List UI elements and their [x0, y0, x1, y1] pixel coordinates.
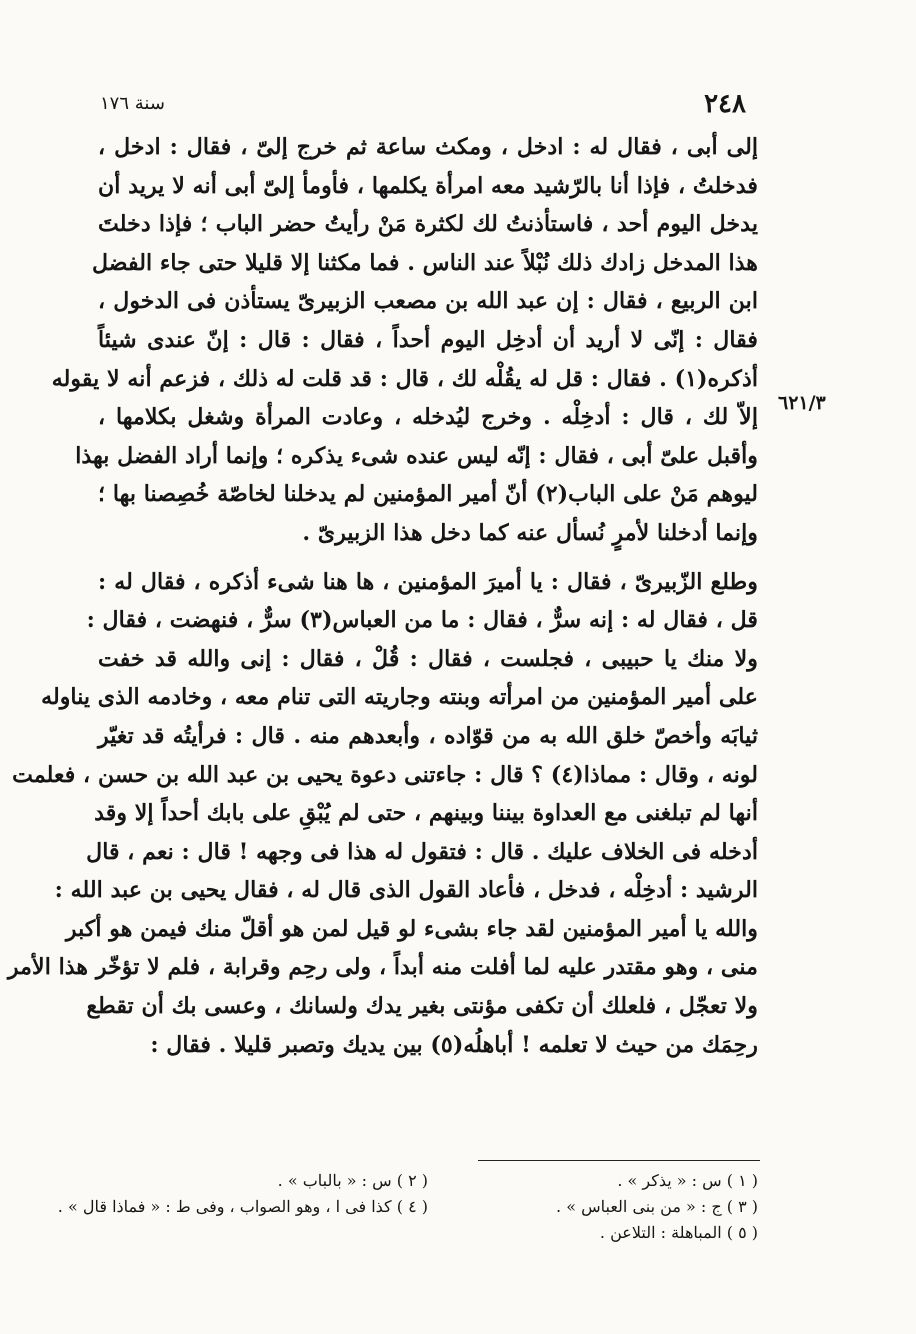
text-line: أدخله فى الخلاف عليك . قال : فتقول له هذا فى وجهه ! قال : نعم ، قال — [86, 838, 758, 865]
text-line: منى ، وهو مقتدر عليه لما أفلت منه أبداً ، ولى رحِم وقرابة ، فلم لا تؤخّر هذا الأمر — [7, 954, 758, 981]
text-line: أذكره(١) . فقال : قل له يقُلْه لك ، قال : قد قلت له ذلك ، فزعم أنه لا يقوله — [51, 365, 758, 392]
footnote-divider — [478, 1160, 760, 1161]
text-line: رحِمَك من حيث لا تعلمه ! أباهلُه(٥) بين يديك وتصبر قليلا . فقال : — [150, 1031, 758, 1058]
footnote-row — [98, 1168, 758, 1194]
year-label: سنة ١٧٦ — [100, 93, 165, 114]
footnote: ( ٢ ) س : « بالباب » . — [277, 1171, 428, 1190]
text-line: والله يا أمير المؤمنين لقد جاء بشىء لو قيل لمن هو أقلّ منك فيمن هو أكبر — [65, 915, 758, 942]
text-line: فدخلتُ ، فإذا أنا بالرّشيد معه امرأة يكلمها ، فأومأ إلىّ أبى أنه لا يريد أن — [98, 172, 758, 199]
text-line: أنها لم تبلغنى مع العداوة بيننا وبينهم ، حتى لم يُبْقِ على بابك أحداً إلا وقد — [94, 800, 758, 827]
paragraph-2 — [7, 563, 758, 1065]
footnote-row — [57, 1194, 758, 1220]
text-line: وأقبل علىّ أبى ، فقال : إنّه ليس عنده شىء يذكره ؛ وإنما أراد الفضل بهذا — [75, 442, 758, 469]
footnote: ( ٤ ) كذا فى ا ، وهو الصواب ، وفى ط : « فماذا قال » . — [57, 1197, 428, 1216]
text-line: يدخل اليوم أحد ، فاستأذنتُ لك لكثرة مَنْ رأيتُ حضر الباب ؛ فإذا دخلتَ — [98, 211, 758, 238]
text-line: إلى أبى ، فقال له : ادخل ، ومكث ساعة ثم خرج إلىّ ، فقال : ادخل ، — [98, 134, 758, 160]
paragraph-1 — [51, 128, 758, 553]
text-line: الرشيد : أدخِلْه ، فدخل ، فأعاد القول الذى قال له ، فقال يحيى بن عبد الله : — [54, 877, 758, 904]
page-number: ٢٤٨ — [704, 89, 746, 119]
text-line: ثيابَه وأخصّ خلق الله به من قوّاده ، وأبعدهم منه . قال : فرأيتُه قد تغيّر — [98, 722, 758, 749]
page-header — [100, 84, 752, 124]
text-line: لونه ، وقال : مماذا(٤) ؟ قال : جاءتنى دعوة يحيى بن عبد الله بن حسن ، فعلمت — [12, 761, 758, 788]
footnote-row — [98, 1220, 758, 1246]
text-line: ولا منك يا حبيبى ، فجلست ، فقال : قُلْ ، فقال : إنى والله قد خفت — [98, 645, 758, 672]
margin-reference: ٦٢١/٣ — [778, 392, 826, 414]
text-line: فقال : إنّى لا أريد أن أدخِل اليوم أحداً ، فقال : قال : إنّ عندى شيئاً — [98, 326, 758, 353]
text-line: وطلع الزّبيرىّ ، فقال : يا أميرَ المؤمنين ، ها هنا شىء أذكره ، فقال له : — [98, 568, 758, 595]
text-line: قل ، فقال له : إنه سرٌّ ، فقال : ما من العباس(٣) سرٌّ ، فنهضت ، فقال : — [86, 607, 758, 634]
text-line: ابن الربيع ، فقال : إن عبد الله بن مصعب الزبيرىّ يستأذن فى الدخول ، — [98, 288, 758, 315]
footnote: ( ٥ ) المباهلة : التلاعن . — [599, 1223, 758, 1242]
footnote: ( ١ ) س : « يذكر » . — [617, 1171, 758, 1190]
footnotes — [57, 1168, 758, 1246]
text-line: على أمير المؤمنين من امرأته وبنته وجاريته التى تنام معه ، وخادمه الذى يناوله — [41, 684, 758, 711]
footnote: ( ٣ ) ج : « من بنى العباس » . — [556, 1197, 758, 1216]
text-line: إلاّ لك ، قال : أدخِلْه . وخرج ليُدخله ، وعادت المرأة وشغل بكلامها ، — [98, 404, 758, 431]
text-line: هذا المدخل زادك ذلك نُبْلاً عند الناس . فما مكثنا إلا قليلا حتى جاء الفضل — [91, 249, 758, 276]
text-line: ليوهم مَنْ على الباب(٢) أنّ أمير المؤمنين لم يدخلنا لخاصّة خُصِصنا بها ؛ — [98, 481, 758, 508]
text-line: ولا تعجّل ، فلعلك أن تكفى مؤنتى بغير يدك ولسانك ، وعسى بك أن تقطع — [86, 993, 758, 1020]
main-text — [7, 128, 758, 1064]
text-line: وإنما أدخلنا لأمرٍ نُسأل عنه كما دخل هذا الزبيرىّ . — [302, 519, 758, 546]
